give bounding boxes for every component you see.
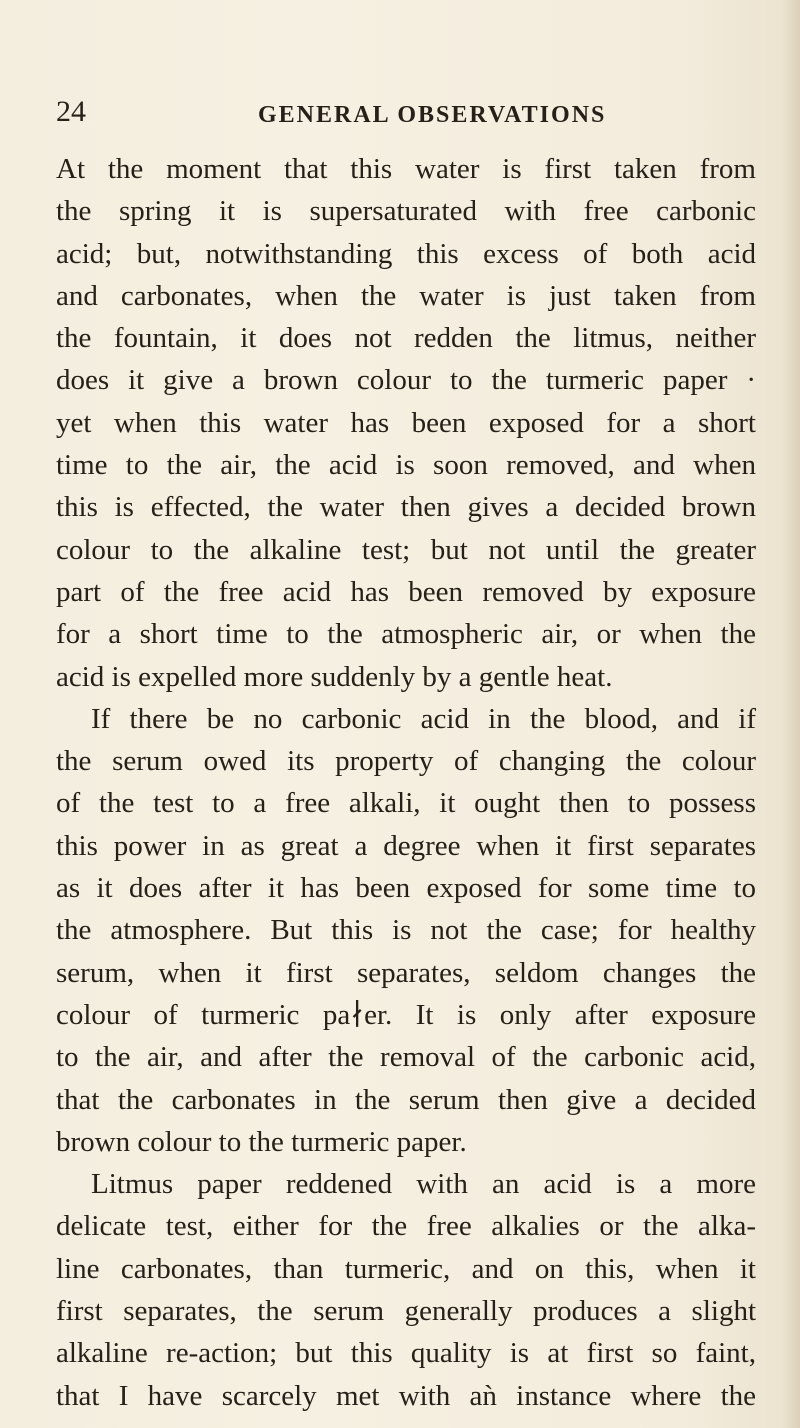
text-line: colour of turmeric pa∤er. It is only after exposure (56, 998, 756, 1031)
text-line: the spring it is supersaturated with free carbonic (56, 195, 756, 228)
paragraph-last-line: acid is expelled more suddenly by a gentle heat. (56, 660, 613, 693)
text-line: the atmosphere. But this is not the case; for healthy (56, 914, 756, 947)
page-edge-shadow (782, 0, 800, 1428)
text-line: does it give a brown colour to the turmeric paper · (56, 364, 756, 397)
text-line: line carbonates, than turmeric, and on this, when it (56, 1252, 756, 1285)
text-line: colour to the alkaline test; but not until the greater (56, 533, 756, 566)
paragraph-first-line: If there be no carbonic acid in the blood, and if (91, 702, 756, 735)
text-line: that I have scarcely met with aǹ instance where the (56, 1379, 756, 1412)
text-line: delicate test, either for the free alkalies or the alka- (56, 1210, 756, 1243)
body-text (56, 148, 756, 1417)
text-line: and carbonates, when the water is just taken from (56, 279, 756, 312)
text-line: alkaline re-action; but this quality is at first so faint, (56, 1337, 756, 1370)
text-line: this is effected, the water then gives a decided brown (56, 491, 756, 524)
page-number: 24 (56, 95, 86, 128)
text-line: first separates, the serum generally produces a slight (56, 1295, 756, 1328)
text-line: of the test to a free alkali, it ought then to possess (56, 787, 756, 820)
text-line: that the carbonates in the serum then give a decided (56, 1083, 756, 1116)
running-head (56, 94, 740, 134)
text-line: acid; but, notwithstanding this excess of both acid (56, 237, 756, 270)
paragraph-first-line: Litmus paper reddened with an acid is a more (91, 1168, 756, 1201)
text-line: time to the air, the acid is soon removed, and when (56, 449, 756, 482)
text-line: At the moment that this water is first taken from (56, 153, 756, 185)
text-line: to the air, and after the removal of the carbonic acid, (56, 1041, 756, 1074)
text-line: the fountain, it does not redden the litmus, neither (56, 322, 756, 355)
text-line: serum, when it first separates, seldom changes the (56, 956, 756, 989)
text-line: this power in as great a degree when it first separates (56, 829, 756, 862)
text-line: as it does after it has been exposed for some time to (56, 872, 756, 905)
running-title: GENERAL OBSERVATIONS (258, 102, 607, 128)
paragraph-last-line: brown colour to the turmeric paper. (56, 1125, 467, 1158)
text-line: for a short time to the atmospheric air, or when the (56, 618, 756, 651)
text-line: yet when this water has been exposed for a short (56, 406, 756, 439)
text-line: part of the free acid has been removed by exposure (56, 575, 756, 608)
text-line: the serum owed its property of changing the colour (56, 745, 756, 778)
